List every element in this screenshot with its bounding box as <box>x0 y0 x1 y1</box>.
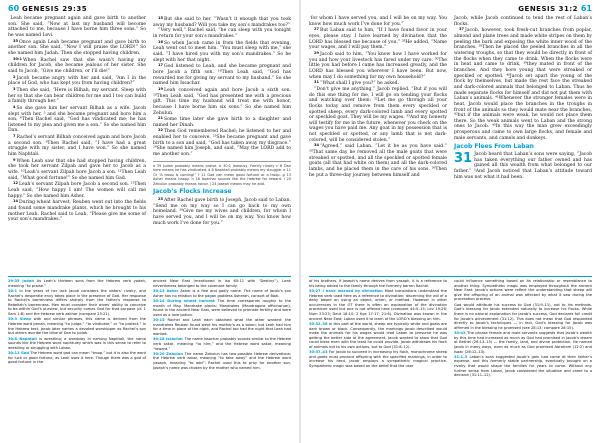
verse-paragraph <box>153 16 291 28</box>
study-note <box>153 299 291 317</box>
verse-text: Jacob heard that Laban’s sons were saying, “Jacob has taken everything our father owned and has gained all this wealth from what belonged to our father.” ²And Jacob noticed that Laban’s attitude toward him was not what it had been. <box>454 152 592 180</box>
left-page-number: 60 <box>8 4 20 13</box>
left-cross-references: a 35 Judah probably means praise. b 30:1 Jealousy, Family rivalry c 6 Dan here means he has vindicated. d 8 Naphtali probably means my struggle. e 11 Or “A troop is coming!” f 11 Gad can mean good fortune or a troop. g 13 Asher means happy. h 18 Issachar sounds like the Hebrew for reward. i 20 Zebulun probably means honor. j 24 Joseph means may he add. <box>153 161 291 187</box>
verse-number: 37 <box>459 27 465 32</box>
verse-text: Some time later she gave birth to a daughter and named her Dinah. <box>153 117 291 128</box>
left-running-head: GENESIS 29:35 <box>22 5 88 13</box>
note-text: The name Issachar probably sounds similar to the Hebrew verb sakar, meaning “to hire,” and the Hebrew word sakar, meaning “reward.” <box>153 337 291 351</box>
right-section-heading: Jacob Flees From Laban <box>454 143 534 151</box>
verse-paragraph <box>8 105 146 134</box>
study-note <box>8 317 146 335</box>
verse-paragraph <box>153 116 291 128</box>
verse-number: 19 <box>158 86 164 91</box>
verse-number: 15 <box>158 16 164 20</box>
verse-paragraph <box>8 57 146 75</box>
verse-number: 12 <box>13 181 19 186</box>
note-text: is wrestling; a wordplay in naming Naphtali, the name sounds like the Hebrew word naphtuley which was in this sense to refer to wrestling or struggling with Laban. <box>8 336 146 350</box>
study-note <box>309 279 447 288</box>
verse-paragraph <box>153 63 291 87</box>
verse-number: 22 <box>158 128 164 133</box>
verse-text: So she gave him her servant Bilhah as a wife. Jacob slept with her, ⁵ and she became pregnant and bore him a son. ⁶Then Rachel said, “God has vindicated me; he has listened to my plea and given me a son.” So she named him Dan. <box>8 105 146 134</box>
verse-number: 25 <box>158 196 164 201</box>
study-note <box>8 337 146 351</box>
verse-paragraph <box>454 16 592 27</box>
verse-paragraph <box>8 199 146 223</box>
note-reference: 30:14 During wheat harvest <box>153 298 218 303</box>
note-reference: 30:13 Asher <box>153 288 181 293</box>
study-note <box>153 279 291 288</box>
right-page-header <box>301 3 600 15</box>
left-page-header <box>0 3 299 15</box>
right-page <box>301 0 600 443</box>
note-reference: 30:15 <box>153 318 168 323</box>
verse-paragraph <box>309 27 447 51</box>
verse-paragraph <box>309 80 447 87</box>
verse-text: God listened to Leah, and she became pregnant and bore Jacob a fifth son. ¹⁸Then Leah said, “God has rewarded me for giving my servant to my husband.” So she named him Issachar. <box>153 64 291 87</box>
verse-text: Rachel’s servant Bilhah conceived again and bore Jacob a second son. ⁸Then Rachel said, “I have had a great struggle with my sister, and I have won.” So she named him Naphtali. <box>8 135 146 158</box>
note-reference: 30:32–36 <box>309 321 329 326</box>
note-reference: 30:18 Issachar <box>153 337 185 342</box>
verse-number: 29 <box>314 50 320 55</box>
verse-number: 16 <box>158 39 164 44</box>
left-notes-col2 <box>153 279 291 371</box>
verse-paragraph <box>309 87 447 144</box>
verse-text: “What shall I give you?” he asked. <box>320 81 400 87</box>
note-text: In this part of the world, sheep are typically white and goats are dark brown or black. Consequently, the markings Jacob described would make the animals for his wages would lead Laban to presume he was getting the better side of the agreement. Jacob wanted to show that God could bless even with the least he could provide. Jacob withdraws his flock of animals not to his own actions, but to God (31:8–12). <box>309 321 447 349</box>
verse-number: 30:1 <box>13 56 22 61</box>
verse-paragraph <box>8 39 146 57</box>
verse-number: 14 <box>13 199 19 204</box>
verse-text: Jacob said to him, “You know how I have worked for you and how your livestock has fared under my care. ³⁰The little you had before I came has increased greatly, and the LORD has blessed you wherever I have been. But now, when may I do something for my own household?” <box>309 51 447 80</box>
verse-number: 34 <box>314 143 320 148</box>
verse-text: But Laban said to him, “If I have found favor in your eyes, please stay. I have learned by divination that the LORD has blessed me because of you.” ²⁸He added, “Name your wages, and I will pay them.” <box>309 28 447 51</box>
verse-text: Leah’s servant Zilpah bore Jacob a second son. ¹³Then Leah said, “How happy I am! The women will call me happy.” So she named him Asher. <box>8 182 146 199</box>
verse-text: After Rachel gave birth to Joseph, Jacob said to Laban, “Send me on my way so I can go back to my own homeland. ²⁶Give me my wives and children, for whom I have served you, and I will be on my way. You know how much work I’ve done for you.” <box>153 197 291 226</box>
study-note <box>153 289 291 298</box>
note-reference: 31:1–3 <box>454 354 470 359</box>
note-reference: 30:11 Gad <box>8 351 31 356</box>
left-notes-divider <box>8 276 291 277</box>
verse-text: Leah became pregnant again and gave birth to another son. She said, “Now at last my husband will become attached to me, because I have borne him three sons.” So he was named Levi. <box>8 16 146 38</box>
verse-number: 31 <box>314 80 320 85</box>
note-reference: 30:8 Naphtali <box>8 336 40 341</box>
study-note <box>309 322 447 350</box>
note-reference: 30:37–43 <box>309 350 329 355</box>
verse-text: Leah conceived again and bore Jacob a sixth son. ²⁰Then Leah said, “God has presented me with a precious gift. This time my husband will treat me with honor, because I have borne him six sons.” So she named him Zebulun. <box>153 87 291 116</box>
verse-text: “Very well,” Rachel said, “he can sleep with you tonight in return for your son’s mandrakes.” <box>153 28 291 39</box>
verse-number: 3 <box>13 86 16 91</box>
left-page <box>0 0 299 443</box>
right-body-col2 <box>454 16 592 180</box>
left-body-col1 <box>8 16 146 223</box>
verse-text: When Leah saw that she had stopped having children, she took her servant Zilpah and gave her to Jacob as a wife. ¹⁰Leah’s servant Zilpah bore Jacob a son. ¹¹Then Leah said, “What good fortune!” So she named him Gad. <box>8 158 146 181</box>
note-reference: 30:27 I have learned by divination <box>309 288 385 293</box>
verse-paragraph <box>309 143 447 178</box>
right-page-number: 61 <box>580 4 592 13</box>
note-text: could influence something based on its relationship or resemblance to another thing. Sympathetic magic was employed throughout the ancient Near East. Jacob’s actions were reflect the understanding that sheep will give the offspring of an animal was affected by what it saw during the procreation process. <box>454 279 592 302</box>
verse-number: 7 <box>13 134 16 139</box>
note-text: God would attribute his success to God (31:9–11), not to his methods. God’s blessing for Jacob extended naturally to increase his flocks. While there is no natural explanation for Jacob’s success, God declares full credit for Jacob’s achievement (31:12). This does not mean that God responded directly to Jacob’s techniques — in fact, God’s blessing for Jacob was affirmed in the blessing he promised (see 28:13; compare 28:15). <box>454 302 592 330</box>
verse-text: Jacob, while Jacob continued to tend the rest of Laban’s flocks. <box>454 16 592 27</box>
verse-number: 2 <box>13 74 16 79</box>
note-text: The time corresponds roughly to the month of May. Mandrake plants: Mandrakes (Mandragora officinarum), found in the ancient Near East, were believed to promote fertility and were used as a love potion. <box>153 298 291 317</box>
note-text: The name Zebulun has two possible Hebrew derivations: the Hebrew verb zabal, meaning “to take away” and the Hebrew word yasaph, meaning “to add”; Rachel used this to pray for another son. Joseph’s name was chosen by the mother who named him. <box>153 351 291 370</box>
study-note <box>8 289 146 317</box>
verse-text: Then God remembered Rachel; he listened to her and enabled her to conceive. ²³She became pregnant and gave birth to a son and said, “God has taken away my disgrace.” ²⁴She named him Joseph, and said, “May the LORD add to me another son.” <box>153 129 291 158</box>
verse-number: 27 <box>314 27 320 32</box>
verse-paragraph <box>153 40 291 64</box>
chapter-number: 31 <box>454 151 473 167</box>
study-note <box>153 318 291 336</box>
note-text: Most translations understand the Hebrew verb used here as a reference to divination: discerning the will of a deity based on using an object, omen, or method. However in other occurrences in the OT there is often an explanation of the divination procedure used but one is not offered here (compare 44:5–15; Lev 19:26; Num 23:23; Deut 18:10; 2 Kgs 17:17; 21:6). Divination was known in the ancient Near East; Laban used it to learn of the LORD’s blessing on him. <box>309 288 447 321</box>
study-note <box>454 331 592 354</box>
study-note <box>153 337 291 351</box>
note-text: Rachel and Leah each obtained what the other wanted: the mandrakes Reuben found were his mother’s as a token; but Leah had him for a time in place of the night, and Rachel too had the night that Leah had wanted. <box>153 318 291 336</box>
verse-paragraph <box>8 134 146 158</box>
right-notes-divider <box>309 276 592 277</box>
verse-paragraph <box>8 158 146 182</box>
verse-paragraph <box>153 87 291 116</box>
note-text: Laban’s sons suggested Jacob’s gain had come at their father’s expense, and this formerly stable partnership, eventually brought on a rivalry that would shape the families for years to come. Without any further sense from Laban, Jacob considered the situation and came to a decision (31:11–12). <box>454 354 592 378</box>
study-note <box>8 279 146 288</box>
note-reference: 30:1 <box>8 288 20 293</box>
verse-text: Then she said, “Here is Bilhah, my servant. Sleep with her so that she can bear children for me and I too can build a family through her.” <box>8 87 146 105</box>
study-note <box>454 303 592 331</box>
verse-paragraph <box>8 75 146 87</box>
verse-paragraph <box>309 51 447 80</box>
note-text: In the years of her lack Jacob considers the sisters’ rivalry, and Rachel’s desperate envy takes place in the presence of God. Her response to Rachel’s barrenness differs sharply from the father’s response to Rebekah’s barrenness. Men must consider their wives’ ability to conceive to be within God’s purview, but security comes God for that purpose (cf. 1 Sam 1:8) and the Hebrew verb zakhar (compare 25:21). <box>8 288 146 316</box>
verse-number: 9 <box>13 157 16 162</box>
right-notes-col2 <box>454 279 592 379</box>
verse-paragraph <box>153 128 291 157</box>
note-text: The phrase female and male servants suggests that Jacob’s wealth by this time had increased as much as God had promised in Jacob’s dream at Bethel (28:13–15) — the family, land, and divine protection. He named Jacob in many ways, even as much as God promised Abraham (12:2) and Isaac (26:12–13). <box>454 331 592 354</box>
verse-paragraph <box>8 181 146 199</box>
note-reference: 30:20 Zebulun <box>153 351 185 356</box>
study-note <box>153 352 291 370</box>
verse-text: for whom I have served you, and I will be on my way. You know how much work I’ve done for you.” <box>309 16 447 27</box>
right-body-col1 <box>309 16 447 178</box>
note-text: The Hebrew word gad can mean “troop,” but it is also the word for luck or good fortune, as Leah uses it here. Though there was a god of good fortune in the <box>8 351 146 365</box>
study-note <box>309 350 447 368</box>
verse-paragraph <box>8 16 146 39</box>
verse-text: Once again Leah became pregnant and gave birth to another son. She said, “Now I will praise the LORD!” So she named him Judah. Then she stopped having children. <box>8 39 146 56</box>
note-reference: 30:43 <box>454 331 468 336</box>
verse-text: Jacob, however, took fresh-cut branches from poplar, almond and plane trees and made white stripes on them by peeling the bark and exposing the white inner wood of the branches. ³⁸Then he placed the peeled branches in all the watering troughs, so that they would be directly in front of the flocks when they came to drink. When the flocks were in heat and came to drink, ³⁹they mated in front of the branches. And they bore young that were streaked or speckled or spotted. ⁴⁰Jacob set apart the young of the flock by themselves, but made the rest face the streaked and dark-colored animals that belonged to Laban. Thus he made separate flocks for himself and did not put them with Laban’s animals. ⁴¹Whenever the stronger females were in heat, Jacob would place the branches in the troughs in front of the animals so they would mate near the branches, ⁴²but if the animals were weak, he would not place them there. So the weak animals went to Laban and the strong ones to Jacob. ⁴³In this way the man grew exceedingly prosperous and came to own large flocks, and female and male servants, and camels and donkeys. <box>454 28 592 141</box>
note-text: of his brothers. If Joseph’s name derives from yasaph, it is a reference to his being added to the family through the formerly barren Rachel. <box>309 279 447 288</box>
verse-text: But she said to her, “Wasn’t it enough that you took away my husband? Will you take my son’s mandrakes too?” <box>153 17 291 28</box>
verse-paragraph <box>309 16 447 27</box>
left-body-col2 <box>153 16 291 226</box>
study-note <box>454 355 592 378</box>
study-note <box>309 289 447 321</box>
left-section-heading: Jacob’s Flocks Increase <box>153 188 232 196</box>
study-note <box>8 351 146 365</box>
note-reference: 29:35 Judah <box>8 279 37 283</box>
verse-paragraph <box>8 87 146 105</box>
study-note <box>454 279 592 302</box>
verse-paragraph <box>454 27 592 141</box>
verse-paragraph <box>454 152 592 180</box>
note-reference: 30:3 Sleep <box>8 317 34 322</box>
note-text: For Jacob to succeed in increasing his flock, monochrome sheep and goats must produce offspring with the specified markings, in order to increase his herd. Jacob employs a sympathetic magical practice. Sympathetic magic was based on the belief that the user <box>309 350 447 369</box>
verse-text: Jacob became angry with her and said, “Am I in the place of God, who has kept you from having children?” <box>8 75 146 87</box>
right-notes-col1 <box>309 279 447 369</box>
verse-text: So when Jacob came in from the fields that evening, Leah went out to meet him. “You must sleep with me,” she said. “I have hired you with my son’s mandrakes.” So he slept with her that night. <box>153 40 291 63</box>
right-running-head: GENESIS 31:2 <box>518 5 578 13</box>
left-notes-col1 <box>8 279 146 366</box>
verse-number: 35 <box>13 38 19 43</box>
verse-text: When Rachel saw that she wasn’t having any children for Jacob, she became jealous of her sister. She said to Jacob, “Give me children, or I’ll die!” <box>8 57 146 74</box>
verse-text: “Don’t give me anything,” Jacob replied. “But if you will do this one thing for me, I will go on tending your flocks and watching over them: ³²Let me go through all your flocks today and remove from them every speckled or spotted sheep, every dark-colored lamb and every spotted or speckled goat. They will be my wages. ³³And my honesty will testify for me in the future, whenever you check on the wages you have paid me. Any goat in my possession that is not speckled or spotted, or any lamb that is not dark-colored, will be considered stolen.” <box>309 86 447 143</box>
note-text: with and similar phrases, this name is derived from the Hebrew word penah, meaning “to judge,” “to vindicate,” or “to protect.” In the Hebrew text, Jacob later names a devoted worshipper as Rachel’s son but others ascribe the tribe of Dan to Judah. <box>8 317 146 336</box>
verse-number: 17 <box>158 63 164 68</box>
note-text: Asher is a fine and godly name. The name of Jacob’s son Asher has no relation to the pagan goddess Asherah, consort of Baal. <box>153 288 291 298</box>
verse-number: 4 <box>13 104 16 109</box>
verse-paragraph <box>153 28 291 39</box>
verse-text: “Agreed,” said Laban. “Let it be as you have said.” ³⁵That same day he removed all the male goats that were streaked or spotted, and all the speckled or spotted female goats (all that had white on them) and all the dark-colored lambs, and he placed them in the care of his sons. ³⁶Then he put a three-day journey between himself and <box>309 144 447 178</box>
verse-paragraph <box>153 197 291 226</box>
note-text: As Leah’s thirteen sons from the Hebrew verb yadah, meaning “to praise.” <box>8 279 146 288</box>
note-text: ancient Near East (mentioned in Isa 65:11 with “Destiny”), Leah nevertheless belonged to the covenant family. <box>153 279 291 288</box>
verse-text: During wheat harvest, Reuben went out into the fields and found some mandrake plants, which he brought to his mother Leah. Rachel said to Leah, “Please give me some of your son’s mandrakes.” <box>8 200 146 223</box>
verse-number: 21 <box>158 116 164 121</box>
